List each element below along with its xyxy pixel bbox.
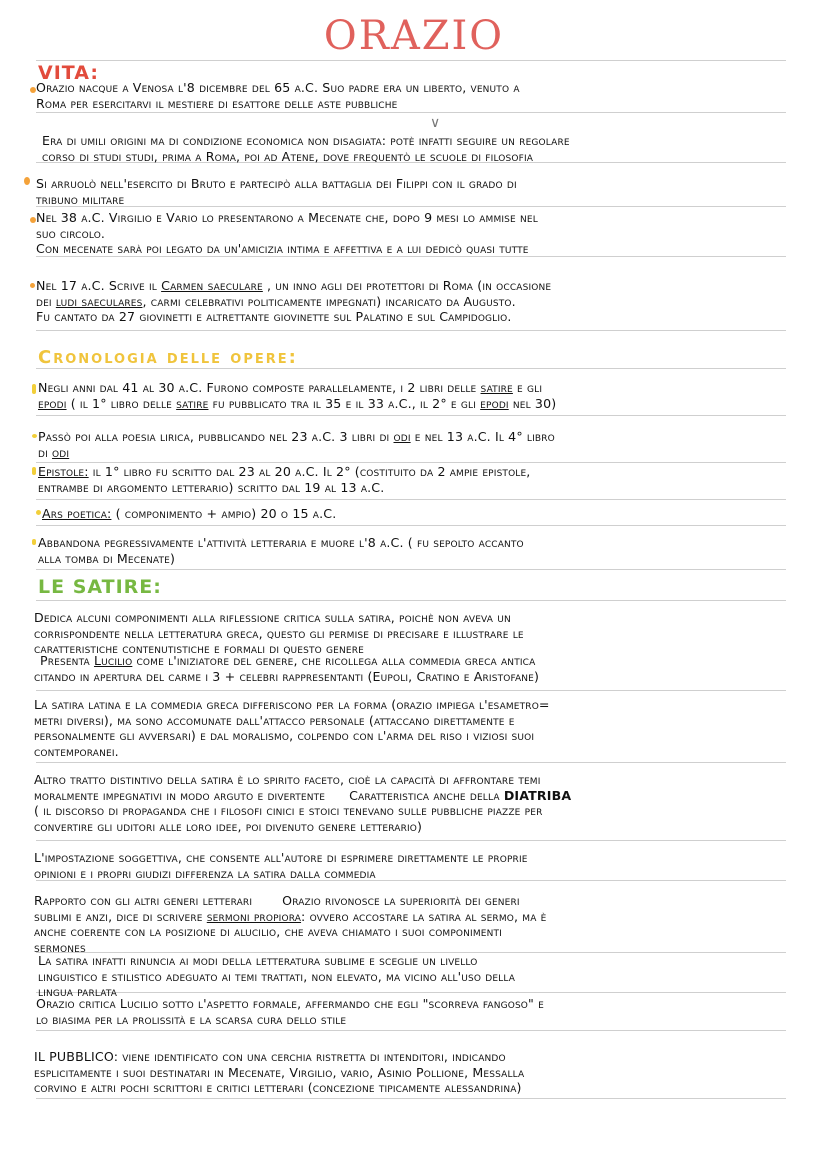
text-line: caratteristiche contenutistiche e formali di questo genere — [34, 641, 364, 656]
text-line: nel 30) — [508, 395, 557, 411]
text-line: personalmente gli avversari) e dal moralismo, colpendo con l'arma del riso i viziosi suoi — [34, 728, 535, 743]
text-line: : viene identificato con una cerchia ristretta di intenditori, indicando — [113, 1049, 506, 1064]
divider — [36, 112, 786, 113]
vita-paragraph-1 — [36, 80, 520, 111]
cronologia-item-4 — [42, 506, 336, 522]
text-line — [38, 396, 556, 412]
text-line: Nel 17 a.C. Scrive il — [36, 278, 162, 293]
divider — [36, 840, 786, 841]
text-line — [34, 909, 547, 925]
text-line: Lucilio — [93, 653, 133, 668]
text-line: Fu cantato da 27 giovinetti e altrettante giovinette sul Palatino e sul Campidoglio. — [36, 309, 512, 324]
text-line: Altro tratto distintivo della satira è lo spirito faceto, cioè la capacità di affrontare temi — [34, 772, 541, 787]
text-line: suo circolo. — [36, 225, 106, 241]
satire-paragraph-3 — [34, 697, 550, 759]
text-line — [38, 380, 556, 396]
text-line: Carmen saeculare — [161, 278, 263, 293]
text-line: tribuno militare — [36, 191, 125, 207]
divider — [36, 762, 786, 763]
text-line — [38, 429, 555, 445]
text-line: Negli anni dal 41 al 30 a.C. Furono composte parallelamente, i 2 libri delle — [38, 380, 481, 395]
divider — [36, 415, 786, 416]
text-line: odi — [393, 429, 411, 444]
bullet-icon — [30, 283, 35, 288]
satire-paragraph-8 — [36, 996, 544, 1027]
text-line — [38, 464, 530, 480]
text-line — [34, 1049, 524, 1065]
text-line: lingua parlata — [38, 984, 118, 999]
text-line: metri diversi), ma sono accomunate dall'attacco personale (attaccano direttamente e — [34, 712, 515, 728]
divider — [36, 462, 786, 463]
section-heading-cronologia: Cronologia delle opere: — [38, 347, 298, 368]
text-line: lo biasima per la prolissità e la scarsa cura dello stile — [36, 1011, 347, 1027]
text-line: La satira latina e la commedia greca differiscono per la forma (orazio impiega l'esametro= — [34, 697, 550, 712]
text-line — [34, 893, 547, 909]
cronologia-item-1 — [38, 380, 556, 411]
text-line: ( componimento + ampio) 20 o 15 a.C. — [111, 506, 337, 521]
text-line: sermones — [34, 939, 86, 955]
text-line: , un inno agli dei protettori di Roma (in occasione — [262, 278, 552, 293]
section-heading-satire: LE SATIRE: — [38, 576, 162, 598]
text-line: dei — [36, 293, 56, 309]
text-line: Si arruolò nell'esercito di Bruto e partecipò alla battaglia dei Filippi con il grado di — [36, 176, 517, 191]
text-line — [42, 506, 336, 522]
text-line: Orazio critica Lucilio sotto l'aspetto formale, affermando che egli "scorreva fangoso" e — [36, 996, 544, 1011]
text-line: satire — [176, 395, 209, 411]
text-line — [36, 278, 551, 294]
vita-paragraph-3 — [36, 176, 517, 207]
bullet-icon — [24, 177, 30, 185]
bullet-icon — [32, 467, 36, 475]
text-line: corvino e altri pochi scrittori e critici letterari (concezione tipicamente alessandrina) — [34, 1080, 522, 1095]
divider — [36, 330, 786, 331]
cronologia-item-5 — [38, 535, 524, 566]
text-line — [40, 653, 539, 669]
text-line: esplicitamente i suoi destinatari in Mecenate, Virgilio, vario, Asinio Pollione, Messalla — [34, 1064, 525, 1080]
text-line: Orazio nacque a Venosa l'8 dicembre del 65 a.C. Suo padre era un liberto, venuto a — [36, 80, 520, 95]
text-line: Caratteristica anche della — [349, 787, 504, 803]
vita-paragraph-2 — [42, 133, 570, 164]
text-line: Rapporto con gli altri generi letterari — [34, 893, 253, 908]
text-line: Era di umili origini ma di condizione economica non disagiata: potè infatti seguire un regolare — [42, 133, 570, 148]
text-line: Epistole: — [38, 464, 89, 479]
satire-paragraph-9 — [34, 1049, 524, 1096]
text-line: ludi saeculares — [55, 293, 143, 309]
text-line: corrispondente nella letteratura greca, questo gli permise di precisare e illustrare le — [34, 625, 524, 641]
text-line: entrambe di argomento letterario) scritto dal 19 al 13 a.C. — [38, 479, 385, 495]
text-line: ( il 1° libro delle — [66, 395, 177, 411]
text-line: DIATRIBA — [503, 787, 572, 803]
text-line: sublimi e anzi, dice di scrivere — [34, 908, 207, 924]
satire-paragraph-7 — [38, 953, 515, 1000]
text-line: : ovvero accostare la satira al sermo, ma è — [301, 908, 547, 924]
text-line: IL PUBBLICO — [34, 1049, 114, 1064]
text-line: Con mecenate sarà poi legato da un'amicizia intima e affettiva e a lui dedicò quasi tutte — [36, 241, 529, 256]
text-line: il 1° libro fu scritto dal 23 al 20 a.C. Il 2° (costituito da 2 ampie epistole, — [88, 464, 531, 479]
divider — [36, 525, 786, 526]
text-line: odi — [52, 444, 70, 460]
text-line: epodi — [480, 395, 509, 411]
text-line: Abbandona pegressivamente l'attività letteraria e muore l'8 a.C. ( fu sepolto accanto — [38, 535, 524, 550]
divider — [36, 1098, 786, 1099]
divider — [36, 569, 786, 570]
page-title: ORAZIO — [323, 13, 505, 59]
satire-paragraph-2 — [34, 653, 540, 684]
satire-paragraph-4 — [34, 772, 571, 834]
text-line: epodi — [38, 395, 67, 411]
section-heading-vita: VITA: — [38, 62, 99, 84]
satire-paragraph-5 — [34, 850, 528, 881]
satire-paragraph-6 — [34, 893, 547, 955]
text-line: anche coerente con la posizione di alucilio, che aveva chiamato i suoi componimenti — [34, 924, 502, 939]
text-line: Passò poi alla poesia lirica, pubblicando nel 23 a.C. 3 libri di — [38, 429, 394, 444]
text-line: La satira infatti rinuncia ai modi della letteratura sublime e sceglie un livello — [38, 953, 478, 968]
text-line: di — [38, 444, 53, 460]
text-line: satire — [480, 380, 513, 395]
text-line: Dedica alcuni componimenti alla riflessione critica sulla satira, poichè non aveva un — [34, 610, 511, 625]
divider — [36, 60, 786, 61]
divider — [36, 1030, 786, 1031]
divider — [36, 499, 786, 500]
text-line: Orazio rivonosce la superiorità dei generi — [282, 893, 520, 908]
text-line: Nel 38 a.C. Virgilio e Vario lo presentarono a Mecenate che, dopo 9 mesi lo ammise nel — [36, 210, 538, 225]
text-line: opinioni e i propri giudizi differenza la satira dalla commedia — [34, 865, 376, 881]
text-line — [34, 788, 571, 804]
text-line: Roma per esercitarvi il mestiere di esattore delle aste pubbliche — [36, 95, 398, 111]
text-line: come l'iniziatore del genere, che ricollega alla commedia greca antica — [132, 653, 536, 668]
text-line: contemporanei. — [34, 743, 119, 759]
cronologia-item-3 — [38, 464, 530, 495]
divider — [36, 690, 786, 691]
text-line: Ars poetica: — [42, 506, 112, 521]
bullet-icon — [32, 384, 36, 394]
text-line — [38, 445, 555, 461]
text-line: fu pubblicato tra il 35 e il 33 a.C., il 2° e gli — [208, 395, 481, 411]
text-line: convertire gli uditori alle loro idee, poi divenuto genere letterario) — [34, 818, 423, 834]
text-line: linguistico e stilistico adeguato ai temi trattati, non elevato, ma vicino all'uso della — [38, 968, 516, 984]
text-line: e gli — [512, 380, 543, 395]
text-line: L'impostazione soggettiva, che consente all'autore di esprimere direttamente le proprie — [34, 850, 528, 865]
text-line: , carmi celebrativi politicamente impegnati) incaricato da Augusto. — [142, 293, 516, 309]
text-line: Presenta — [40, 653, 94, 668]
text-line — [36, 294, 551, 310]
vita-paragraph-4 — [36, 210, 538, 257]
satire-paragraph-1 — [34, 610, 524, 657]
text-line: sermoni propiora — [206, 908, 302, 924]
cronologia-item-2 — [38, 429, 555, 460]
bullet-icon — [32, 539, 36, 545]
text-line: e nel 13 a.C. Il 4° libro — [410, 429, 555, 444]
bullet-icon — [32, 434, 37, 438]
divider — [36, 600, 786, 601]
text-line: alla tomba di Mecenate) — [38, 550, 176, 566]
text-line: ( il discorso di propaganda che i filosofi cinici e stoici tenevano sulle pubbliche piazze per — [34, 803, 543, 818]
divider — [36, 368, 786, 369]
check-mark-icon: ∨ — [430, 115, 441, 131]
bullet-icon — [36, 510, 41, 515]
text-line: moralmente impegnativi in modo arguto e divertente — [34, 787, 326, 803]
text-line: citando in apertura del carme i 3 + celebri rappresentanti (Eupoli, Cratino e Aristofane) — [34, 668, 540, 684]
text-line: corso di studi studi, prima a Roma, poi ad Atene, dove frequentò le scuole di filosofia — [42, 148, 534, 164]
vita-paragraph-5 — [36, 278, 551, 325]
